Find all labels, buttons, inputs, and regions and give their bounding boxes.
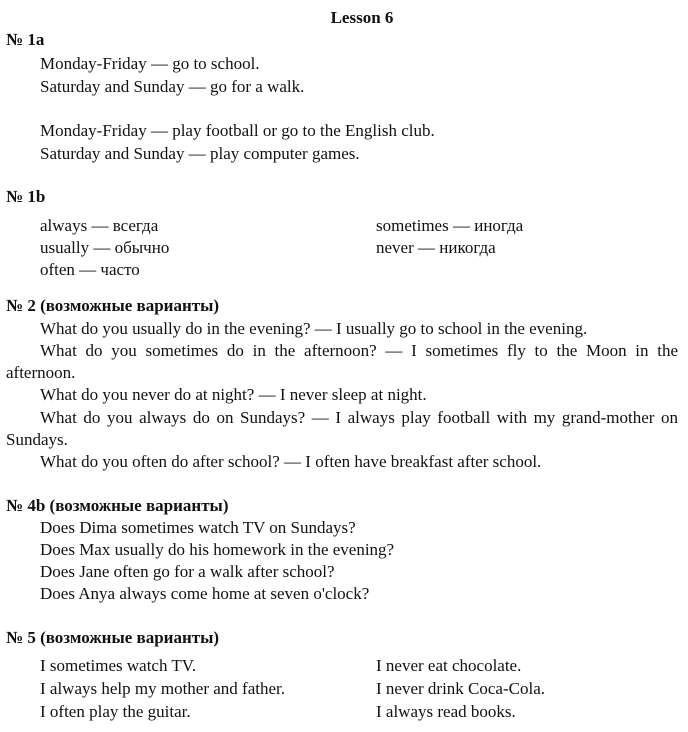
exercise-5-line: I never eat chocolate. bbox=[376, 656, 522, 675]
exercise-2-item: What do you sometimes do in the afternoon? — I sometimes fly to the Moon in the afternoon. bbox=[6, 341, 678, 382]
exercise-5-line: I sometimes watch TV. bbox=[40, 656, 197, 675]
exercise-2-item: What do you often do after school? — I often have breakfast after school. bbox=[40, 452, 542, 471]
exercise-1a-line: Saturday and Sunday — play computer games. bbox=[40, 144, 360, 163]
vocab-item: never — никогда bbox=[376, 238, 496, 257]
exercise-2-item: What do you never do at night? — I never sleep at night. bbox=[40, 385, 427, 404]
page-title: Lesson 6 bbox=[330, 8, 394, 27]
exercise-5-line: I never drink Coca-Cola. bbox=[376, 679, 545, 698]
exercise-2-item: What do you always do on Sundays? — I always play football with my grand-mother on Sundays. bbox=[6, 408, 678, 449]
exercise-1a-line: Monday-Friday — go to school. bbox=[40, 54, 260, 73]
exercise-5-line: I often play the guitar. bbox=[40, 702, 191, 721]
exercise-1b-heading: № 1b bbox=[6, 187, 46, 206]
exercise-1a-line: Saturday and Sunday — go for a walk. bbox=[40, 77, 305, 96]
exercise-5-line: I always help my mother and father. bbox=[40, 679, 286, 698]
vocab-item: always — всегда bbox=[40, 216, 159, 235]
vocab-item: usually — обычно bbox=[40, 238, 170, 257]
exercise-4b-line: Does Max usually do his homework in the evening? bbox=[40, 540, 395, 559]
vocab-item: often — часто bbox=[40, 260, 140, 279]
exercise-4b-line: Does Anya always come home at seven o'clock? bbox=[40, 584, 370, 603]
exercise-2-heading: № 2 (возможные варианты) bbox=[6, 296, 220, 315]
vocab-item: sometimes — иногда bbox=[376, 216, 524, 235]
exercise-1a-heading: № 1a bbox=[6, 30, 45, 49]
exercise-5-heading: № 5 (возможные варианты) bbox=[6, 628, 220, 647]
exercise-4b-line: Does Jane often go for a walk after school? bbox=[40, 562, 335, 581]
exercise-2-item: What do you usually do in the evening? — I usually go to school in the evening. bbox=[40, 319, 588, 338]
exercise-4b-heading: № 4b (возможные варианты) bbox=[6, 496, 229, 515]
exercise-4b-line: Does Dima sometimes watch TV on Sundays? bbox=[40, 518, 356, 537]
exercise-5-line: I always read books. bbox=[376, 702, 516, 721]
exercise-1a-line: Monday-Friday — play football or go to the English club. bbox=[40, 121, 435, 140]
